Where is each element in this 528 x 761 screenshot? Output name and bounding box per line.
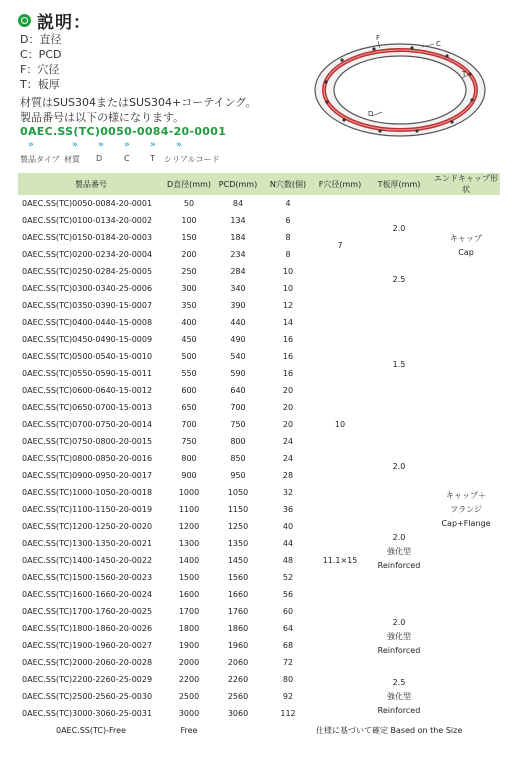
- table-row: [18, 195, 500, 212]
- cell-pcd: 1860: [214, 620, 262, 637]
- cell-pcd: 950: [214, 467, 262, 484]
- cell-hole-count: 40: [262, 518, 314, 535]
- cell-pcd: 640: [214, 382, 262, 399]
- cell-pcd: 490: [214, 331, 262, 348]
- section-header: [18, 8, 91, 33]
- cell-hole-count: 8: [262, 229, 314, 246]
- table-row: [18, 433, 500, 450]
- cell-hole-count: 68: [262, 637, 314, 654]
- diagram-label-f: F: [376, 34, 381, 42]
- cell-hole-count: 20: [262, 399, 314, 416]
- cell-product-code: 0AEC.SS(TC)1000-1050-20-0018: [18, 484, 164, 501]
- cell-hole-count: 56: [262, 586, 314, 603]
- cell-diameter: 2000: [164, 654, 214, 671]
- cell-hole-count: 28: [262, 467, 314, 484]
- legend-d: D：直径: [20, 33, 62, 46]
- cell-diameter: 300: [164, 280, 214, 297]
- cell-diameter: 500: [164, 348, 214, 365]
- cell-diameter: 800: [164, 450, 214, 467]
- code-part-d: D: [96, 154, 103, 163]
- cell-diameter: 1100: [164, 501, 214, 518]
- cell-product-code: 0AEC.SS(TC)0300-0340-25-0006: [18, 280, 164, 297]
- cell-hole-count: 10: [262, 280, 314, 297]
- diagram-label-t: T: [462, 70, 467, 78]
- cell-product-code: 0AEC.SS(TC)0550-0590-15-0011: [18, 365, 164, 382]
- cell-hole-count: 4: [262, 195, 314, 212]
- cell-endcap-line: Cap: [458, 247, 474, 257]
- cell-product-code: 0AEC.SS(TC)2000-2060-20-0028: [18, 654, 164, 671]
- cell-endcap-line: フランジ: [450, 504, 482, 514]
- cell-product-code: 0AEC.SS(TC)0900-0950-20-0017: [18, 467, 164, 484]
- cell-diameter: 2200: [164, 671, 214, 688]
- cell-hole-count: 80: [262, 671, 314, 688]
- cell-pcd: 3060: [214, 705, 262, 722]
- cell-product-code: 0AEC.SS(TC)0100-0134-20-0002: [18, 212, 164, 229]
- cell-diameter: 650: [164, 399, 214, 416]
- cell-hole-count: [262, 722, 314, 739]
- cell-pcd: 1250: [214, 518, 262, 535]
- cell-product-code: 0AEC.SS(TC)1600-1660-20-0024: [18, 586, 164, 603]
- cell-thickness: [366, 263, 432, 297]
- cell-diameter: 1700: [164, 603, 214, 620]
- cell-hole-count: 32: [262, 484, 314, 501]
- cell-product-code: 0AEC.SS(TC)0400-0440-15-0008: [18, 314, 164, 331]
- cell-diameter: 450: [164, 331, 214, 348]
- cell-thickness-line: 1.5: [392, 360, 406, 369]
- cell-product-code: 0AEC.SS(TC)0500-0540-15-0010: [18, 348, 164, 365]
- page-title: 説明：: [37, 13, 91, 33]
- cell-thickness: [366, 603, 432, 671]
- table-row: [18, 297, 500, 314]
- cell-pcd: 1150: [214, 501, 262, 518]
- table-row-free: [18, 722, 500, 739]
- spec-table: [18, 173, 500, 740]
- cell-product-code: 0AEC.SS(TC)1500-1560-20-0023: [18, 569, 164, 586]
- chevron-icon: »: [176, 140, 182, 150]
- cell-diameter: 150: [164, 229, 214, 246]
- cell-pcd: 184: [214, 229, 262, 246]
- cell-product-code: 0AEC.SS(TC)-Free: [18, 722, 164, 739]
- cell-product-code: 0AEC.SS(TC)0150-0184-20-0003: [18, 229, 164, 246]
- note-material: 材質はSUS304またはSUS304+コーテイング。: [20, 96, 257, 109]
- cell-thickness-line: 2.0: [392, 533, 406, 542]
- cell-endcap-line: Cap+Flange: [441, 518, 491, 528]
- cell-thickness-line: 強化型: [387, 691, 411, 701]
- cell-pcd: 1350: [214, 535, 262, 552]
- chevron-icon: »: [98, 140, 104, 150]
- cell-hole-diameter: [314, 195, 366, 297]
- cell-hole-diameter-line: 10: [334, 419, 346, 429]
- code-part-material: 材質: [64, 155, 80, 164]
- cell-product-code: 0AEC.SS(TC)0200-0234-20-0004: [18, 246, 164, 263]
- cell-pcd: 390: [214, 297, 262, 314]
- cell-hole-count: 20: [262, 416, 314, 433]
- cell-pcd: 2560: [214, 688, 262, 705]
- cell-hole-count: 44: [262, 535, 314, 552]
- cell-product-code: 0AEC.SS(TC)1100-1150-20-0019: [18, 501, 164, 518]
- cell-pcd: 1760: [214, 603, 262, 620]
- cell-product-code: 0AEC.SS(TC)3000-3060-25-0031: [18, 705, 164, 722]
- cell-thickness-line: Reinforced: [377, 705, 421, 715]
- cell-product-code: 0AEC.SS(TC)0800-0850-20-0016: [18, 450, 164, 467]
- cell-thickness: [366, 501, 432, 603]
- code-part-type: 製品タイプ: [20, 155, 60, 164]
- cell-hole-count: 112: [262, 705, 314, 722]
- cell-hole-count: 16: [262, 365, 314, 382]
- cell-pcd: 2260: [214, 671, 262, 688]
- cell-thickness-line: 強化型: [387, 547, 411, 556]
- cell-product-code: 0AEC.SS(TC)1900-1960-20-0027: [18, 637, 164, 654]
- cell-product-code: 0AEC.SS(TC)2200-2260-25-0029: [18, 671, 164, 688]
- cell-pcd: 540: [214, 348, 262, 365]
- cell-hole-diameter-line: 7: [337, 240, 343, 250]
- cell-pcd: 234: [214, 246, 262, 263]
- cell-pcd: 134: [214, 212, 262, 229]
- cell-diameter: 400: [164, 314, 214, 331]
- chevron-icon: »: [72, 140, 78, 150]
- cell-pcd: 1960: [214, 637, 262, 654]
- cell-endcap: [432, 195, 500, 297]
- cell-pcd: [214, 722, 262, 739]
- code-part-serial: シリアルコード: [164, 155, 220, 164]
- cell-based-on-size: 仕様に基づいて確定 Based on the Size: [314, 722, 500, 739]
- cell-hole-count: 36: [262, 501, 314, 518]
- table-row: [18, 501, 500, 518]
- cell-product-code: 0AEC.SS(TC)1300-1350-20-0021: [18, 535, 164, 552]
- code-part-t: T: [150, 154, 155, 163]
- cell-endcap: [432, 297, 500, 722]
- cell-hole-count: 12: [262, 297, 314, 314]
- cell-hole-count: 64: [262, 620, 314, 637]
- cell-product-code: 0AEC.SS(TC)0700-0750-20-0014: [18, 416, 164, 433]
- cell-hole-count: 16: [262, 348, 314, 365]
- table-row: [18, 263, 500, 280]
- table-header-row: [18, 173, 500, 195]
- cell-product-code: 0AEC.SS(TC)0350-0390-15-0007: [18, 297, 164, 314]
- cell-hole-count: 20: [262, 382, 314, 399]
- cell-thickness: [366, 433, 432, 501]
- cell-pcd: 800: [214, 433, 262, 450]
- cell-diameter: 1900: [164, 637, 214, 654]
- cell-pcd: 590: [214, 365, 262, 382]
- cell-hole-count: 8: [262, 246, 314, 263]
- cell-product-code: 0AEC.SS(TC)0600-0640-15-0012: [18, 382, 164, 399]
- diagram-label-c: C: [436, 40, 441, 48]
- code-part-c: C: [124, 154, 130, 163]
- cell-thickness-line: 2.0: [392, 462, 406, 471]
- cell-pcd: 1050: [214, 484, 262, 501]
- cell-thickness: [366, 297, 432, 433]
- cell-product-code: 0AEC.SS(TC)0450-0490-15-0009: [18, 331, 164, 348]
- header-code: 製品番号: [18, 173, 164, 195]
- cell-hole-diameter: [314, 552, 366, 569]
- cell-hole-count: 72: [262, 654, 314, 671]
- header-thickness: T板厚(mm): [366, 173, 432, 195]
- cell-hole-diameter: [314, 297, 366, 552]
- cell-pcd: 440: [214, 314, 262, 331]
- cell-diameter: 3000: [164, 705, 214, 722]
- cell-product-code: 0AEC.SS(TC)1800-1860-20-0026: [18, 620, 164, 637]
- header-endcap: エンドキャップ形状: [434, 174, 498, 194]
- cell-thickness-line: 2.5: [392, 275, 406, 284]
- cell-diameter: 350: [164, 297, 214, 314]
- cell-hole-diameter: [314, 569, 366, 722]
- cell-diameter: 550: [164, 365, 214, 382]
- cell-product-code: 0AEC.SS(TC)1200-1250-20-0020: [18, 518, 164, 535]
- cell-diameter: 200: [164, 246, 214, 263]
- note-code-format: 製品番号は以下の様になります。: [20, 111, 185, 124]
- code-example: 0AEC.SS(TC)0050-0084-20-0001: [20, 125, 227, 138]
- cell-thickness-line: 強化型: [387, 632, 411, 641]
- cell-hole-diameter-line: 11.1×15: [322, 555, 358, 565]
- cell-thickness-line: 2.5: [392, 677, 406, 687]
- cell-pcd: 850: [214, 450, 262, 467]
- cell-pcd: 84: [214, 195, 262, 212]
- cell-pcd: 1560: [214, 569, 262, 586]
- cell-pcd: 284: [214, 263, 262, 280]
- cell-diameter: 900: [164, 467, 214, 484]
- cell-hole-count: 60: [262, 603, 314, 620]
- cell-product-code: 0AEC.SS(TC)2500-2560-25-0030: [18, 688, 164, 705]
- cell-pcd: 1660: [214, 586, 262, 603]
- cell-diameter: 700: [164, 416, 214, 433]
- cell-diameter: 1500: [164, 569, 214, 586]
- cell-pcd: 750: [214, 416, 262, 433]
- cell-diameter: 100: [164, 212, 214, 229]
- cell-product-code: 0AEC.SS(TC)0050-0084-20-0001: [18, 195, 164, 212]
- cell-diameter: 1600: [164, 586, 214, 603]
- cell-hole-count: 6: [262, 212, 314, 229]
- cell-pcd: 2060: [214, 654, 262, 671]
- cell-hole-count: 48: [262, 552, 314, 569]
- cell-diameter: 1300: [164, 535, 214, 552]
- chevron-icon: »: [150, 140, 156, 150]
- cell-hole-count: 92: [262, 688, 314, 705]
- bullet-icon: [18, 14, 31, 27]
- cell-thickness: [366, 671, 432, 722]
- cell-product-code: 0AEC.SS(TC)0250-0284-25-0005: [18, 263, 164, 280]
- cell-diameter: 2500: [164, 688, 214, 705]
- cell-diameter: 750: [164, 433, 214, 450]
- cell-diameter: 1800: [164, 620, 214, 637]
- legend-f: F：穴径: [20, 63, 60, 76]
- diagram-label-d: D: [368, 110, 374, 118]
- cell-product-code: 0AEC.SS(TC)1400-1450-20-0022: [18, 552, 164, 569]
- cell-endcap-line: キャップ: [450, 233, 482, 243]
- ring-diagram: [312, 32, 512, 142]
- table-row: [18, 671, 500, 688]
- cell-pcd: 700: [214, 399, 262, 416]
- chevron-icon: »: [124, 140, 130, 150]
- cell-diameter: Free: [164, 722, 214, 739]
- material-notes: [20, 95, 257, 125]
- dimension-legend: [20, 32, 61, 92]
- cell-hole-count: 24: [262, 433, 314, 450]
- cell-diameter: 600: [164, 382, 214, 399]
- header-pcd: PCD(mm): [214, 173, 262, 195]
- cell-thickness-line: 2.0: [392, 223, 406, 233]
- cell-diameter: 1400: [164, 552, 214, 569]
- cell-thickness-line: Reinforced: [377, 646, 421, 655]
- cell-hole-count: 16: [262, 331, 314, 348]
- table-row: [18, 603, 500, 620]
- legend-t: T：板厚: [20, 78, 60, 91]
- cell-diameter: 1200: [164, 518, 214, 535]
- cell-hole-count: 52: [262, 569, 314, 586]
- header-holes: N穴数(個): [262, 173, 314, 195]
- cell-product-code: 0AEC.SS(TC)1700-1760-20-0025: [18, 603, 164, 620]
- cell-hole-count: 24: [262, 450, 314, 467]
- cell-product-code: 0AEC.SS(TC)0750-0800-20-0015: [18, 433, 164, 450]
- legend-c: C：PCD: [20, 48, 62, 61]
- chevron-icon: »: [28, 140, 34, 150]
- cell-hole-count: 10: [262, 263, 314, 280]
- cell-pcd: 340: [214, 280, 262, 297]
- cell-pcd: 1450: [214, 552, 262, 569]
- header-diameter: D直径(mm): [164, 173, 214, 195]
- cell-hole-count: 14: [262, 314, 314, 331]
- cell-diameter: 250: [164, 263, 214, 280]
- cell-endcap-line: キャップ＋: [446, 490, 486, 500]
- cell-thickness-line: Reinforced: [377, 561, 421, 570]
- cell-diameter: 1000: [164, 484, 214, 501]
- header-hole-diameter: F穴径(mm): [314, 173, 366, 195]
- cell-thickness: [366, 195, 432, 263]
- cell-thickness-line: 2.0: [392, 618, 406, 627]
- cell-product-code: 0AEC.SS(TC)0650-0700-15-0013: [18, 399, 164, 416]
- cell-diameter: 50: [164, 195, 214, 212]
